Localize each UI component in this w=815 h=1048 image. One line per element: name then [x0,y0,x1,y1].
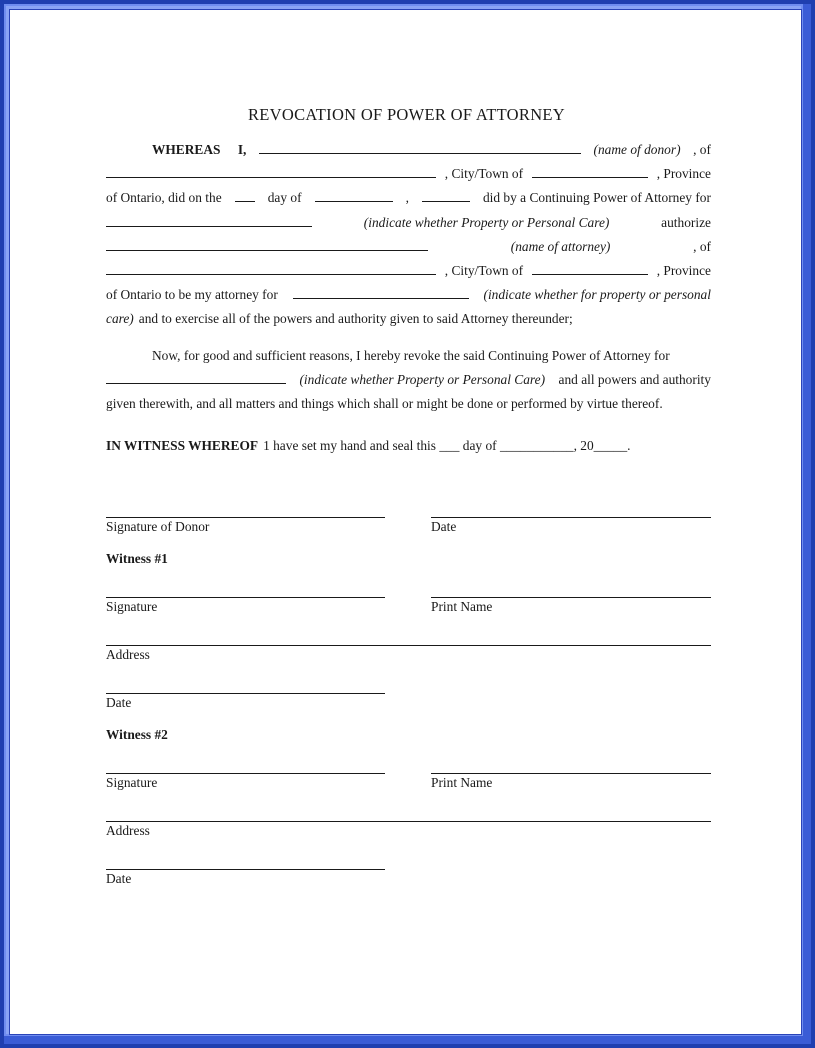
witness-1-signature-label: Signature [106,599,158,614]
witness-1-print-name-line[interactable] [431,597,711,598]
document-page [9,9,802,1035]
revoke-type-blank[interactable] [106,382,286,384]
poa-month-blank[interactable] [315,200,393,202]
in-witness-rest: 1 have set my hand and seal this ___ day of ___________, 20_____. [263,438,631,453]
attorney-city-blank[interactable] [532,273,648,275]
paragraph-in-witness [106,434,711,458]
witness-2-date-label: Date [106,871,132,886]
attorney-address-blank[interactable] [106,273,436,275]
attorney-for-blank[interactable] [293,297,469,299]
witness-1-address-line[interactable] [106,645,711,646]
witness-1-heading: Witness #1 [106,551,168,566]
donor-date-line[interactable] [431,517,711,518]
witness-2-print-name-label: Print Name [431,775,493,790]
witness-1-date-line[interactable] [106,693,385,694]
document-title: REVOCATION OF POWER OF ATTORNEY [247,105,565,124]
donor-date-label: Date [431,519,457,534]
in-witness-label: IN WITNESS WHEREOF [106,438,259,453]
witness-1-date-label: Date [106,695,132,710]
witness-1-address-label: Address [106,647,150,662]
donor-address-blank[interactable] [106,176,436,178]
revoke-line-3: given therewith, and all matters and things which shall or might be done or performed by virtue thereof. [106,396,663,412]
whereas-label: WHEREAS [152,142,221,157]
witness-1-print-name-label: Print Name [431,599,493,614]
donor-signature-line[interactable] [106,517,385,518]
poa-year-blank[interactable] [422,200,470,202]
poa-day-blank[interactable] [235,200,255,202]
witness-2-signature-line[interactable] [106,773,385,774]
paragraph-whereas: WHEREAS I, (name of donor) , of , City/Town of , Province of Ontario, did on the day of , did by a Continuing Power of Attorney for (indicate whether Property or Personal Care) authorize (name of attorney) , of , City/Town of , Province of Ontario to be my attorney for (indicate whether for property or personal care) and to exercise all of the powers and authority given to said Attorney thereunder; [106,142,711,327]
signature-of-donor-label: Signature of Donor [106,519,210,534]
witness-2-address-line[interactable] [106,821,711,822]
witness-2-signature-label: Signature [106,775,158,790]
attorney-name-blank[interactable] [106,249,428,251]
witness-2-print-name-line[interactable] [431,773,711,774]
poa-type-blank[interactable] [106,225,312,227]
revoke-line-1: Now, for good and sufficient reasons, I hereby revoke the said Continuing Power of Attorney for [152,348,670,363]
donor-city-blank[interactable] [532,176,648,178]
donor-name-blank[interactable] [259,152,581,154]
witness-2-heading: Witness #2 [106,727,168,742]
witness-2-address-label: Address [106,823,150,838]
paragraph-revoke: Now, for good and sufficient reasons, I hereby revoke the said Continuing Power of Attorney for (indicate whether Property or Personal Care) and all powers and authority given therewith, and all matters and things which shall or might be done or performed by virtue thereof. [106,344,711,417]
witness-2-date-line[interactable] [106,869,385,870]
witness-1-signature-line[interactable] [106,597,385,598]
